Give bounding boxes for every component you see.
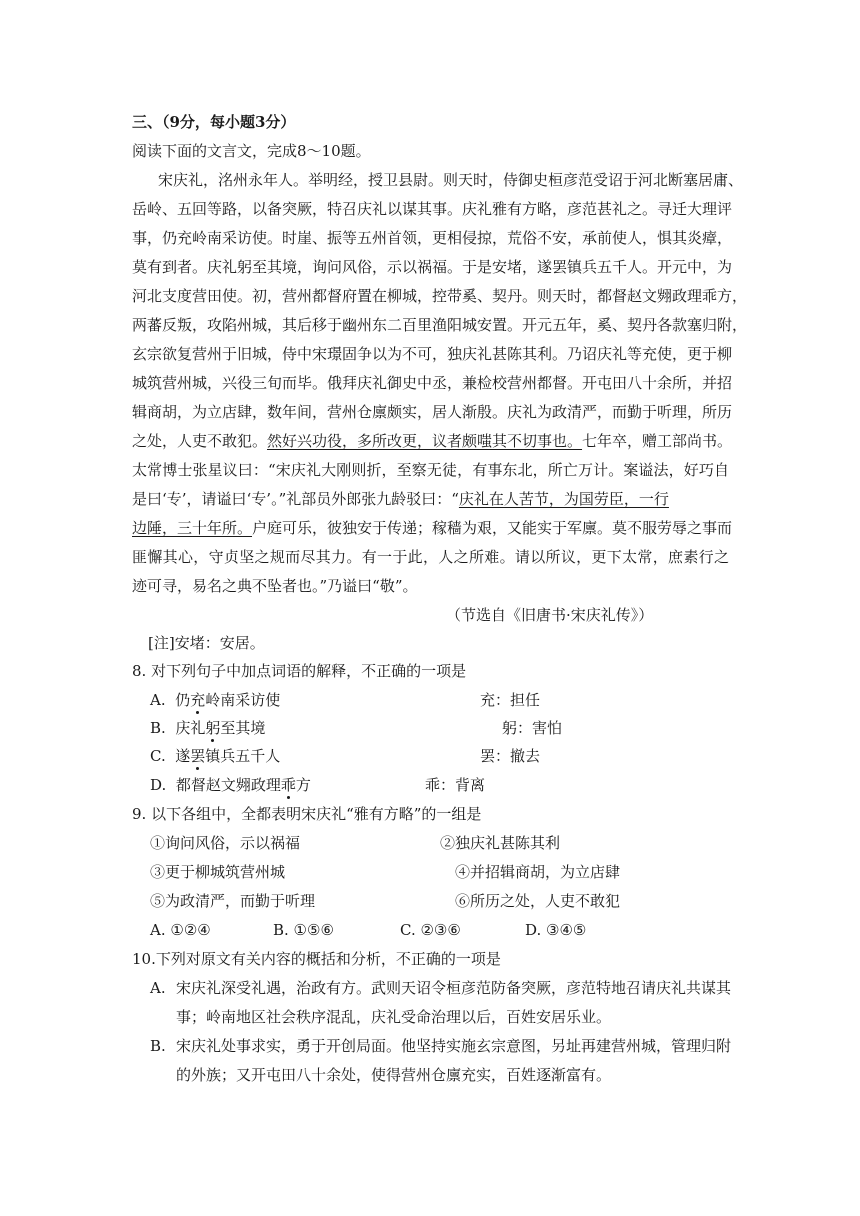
choice-item: ③更于柳城筑营州城 bbox=[150, 863, 286, 881]
option-text: 镇兵五千人 bbox=[205, 747, 281, 765]
question-stem: 10.下列对原文有关内容的概括和分析，不正确的一项是 bbox=[132, 950, 501, 968]
option-text: 岭南采访使 bbox=[205, 691, 281, 709]
option-text: 仍 bbox=[175, 691, 191, 709]
passage-line: 宋庆礼，洺州永年人。举明经，授卫县尉。则天时，侍御史桓彦范受诏于河北断塞居庸、 bbox=[158, 171, 744, 189]
option-label: B. bbox=[150, 1037, 166, 1055]
section-heading: 三、（9分，每小题3分） bbox=[132, 113, 296, 131]
option-label: A. bbox=[150, 979, 166, 997]
option-text: 遂 bbox=[175, 747, 191, 765]
option-label: D. bbox=[150, 776, 167, 794]
choice-item: ①询问风俗，示以祸福 bbox=[150, 834, 301, 852]
option-a: A. ①②④ bbox=[150, 921, 211, 939]
option-d bbox=[150, 774, 311, 796]
question-stem: 9. 以下各组中，全都表明宋庆礼“雅有方略”的一组是 bbox=[132, 805, 482, 823]
option-a bbox=[150, 689, 280, 711]
choice-item: ④并招辑商胡，为立店肆 bbox=[455, 863, 621, 881]
underlined-sentence: 然好兴功役，多所改更，议者颇嗤其不切事也。 bbox=[267, 432, 583, 450]
passage-line: 河北支度营田使。初，营州都督府置在柳城，控带奚、契丹。则天时，都督赵文翙政理乖方， bbox=[132, 287, 748, 305]
passage-line: 匪懈其心，守贞坚之规而尽其力。有一于此，人之所难。请以所议，更下太常，庶素行之 bbox=[132, 548, 729, 566]
option-label: C. bbox=[150, 747, 166, 765]
passage-line: 迹可寻，易名之典不坠者也。”乃谥曰“敬”。 bbox=[132, 577, 418, 595]
option-b-text: 宋庆礼处事求实，勇于开创局面。他坚持实施玄宗意图，另址再建营州城，管理归附 bbox=[176, 1037, 732, 1055]
option-b: B. ①⑤⑥ bbox=[273, 921, 334, 939]
option-text: 至其境 bbox=[220, 719, 266, 737]
option-label: A. bbox=[150, 691, 166, 709]
option-label: B. bbox=[150, 719, 166, 737]
option-b-text: 的外族；又开屯田八十余处，使得营州仓廪充实，百姓逐渐富有。 bbox=[176, 1066, 612, 1084]
option-text: 方 bbox=[295, 776, 311, 794]
dotted-word: 躬 bbox=[205, 719, 221, 737]
annotation-note: [注]安堵：安居。 bbox=[148, 634, 265, 652]
choice-item: ⑥所历之处，人吏不敢犯 bbox=[455, 892, 621, 910]
passage-line: 太常博士张星议曰：“宋庆礼大刚则折，至察无徒，有事东北，所亡万计。案谥法，好巧自 bbox=[132, 461, 729, 479]
passage-source: （节选自《旧唐书·宋庆礼传》） bbox=[446, 606, 654, 624]
passage-line: 玄宗欲复营州于旧城，侍中宋璟固争以为不可，独庆礼甚陈其利。乃诏庆礼等充使，更于柳 bbox=[132, 345, 733, 363]
question-stem: 8. 对下列句子中加点词语的解释，不正确的一项是 bbox=[132, 662, 467, 680]
option-c: C. ②③⑥ bbox=[400, 921, 461, 939]
passage-line: 辑商胡，为立店肆，数年间，营州仓廪颇实，居人渐殷。庆礼为政清严，而勤于听理，所历 bbox=[132, 403, 733, 421]
dotted-word: 罢 bbox=[190, 747, 206, 765]
dotted-word: 充 bbox=[190, 691, 206, 709]
passage-line bbox=[132, 488, 669, 510]
option-d: D. ③④⑤ bbox=[525, 921, 587, 939]
passage-text: 户庭可乐，彼独安于传递；稼穑为艰，又能实于军廪。莫不服劳辱之事而 bbox=[252, 519, 733, 537]
option-text: 都督赵文翙政理 bbox=[175, 776, 281, 794]
passage-line: 城筑营州城，兴役三旬而毕。俄拜庆礼御史中丞，兼检校营州都督。开屯田八十余所，并招 bbox=[132, 374, 733, 392]
passage-line: 两蕃反叛，攻陷州城，其后移于幽州东二百里渔阳城安置。开元五年，奚、契丹各款塞归附， bbox=[132, 316, 748, 334]
underlined-sentence: 边陲，三十年所。 bbox=[132, 519, 253, 537]
passage-line: 事，仍充岭南采访使。时崖、振等五州首领，更相侵掠，荒俗不安，承前使人，惧其炎瘴， bbox=[132, 229, 733, 247]
passage-line bbox=[132, 430, 732, 452]
option-a-text: 事；岭南地区社会秩序混乱，庆礼受命治理以后，百姓安居乐业。 bbox=[176, 1008, 612, 1026]
dotted-word: 乖 bbox=[280, 776, 296, 794]
option-b bbox=[150, 717, 265, 739]
underlined-sentence: 庆礼在人苦节，为国劳臣，一行 bbox=[458, 490, 669, 508]
option-d-gloss: 乖：背离 bbox=[425, 776, 486, 794]
passage-line: 岳岭、五回等路，以备突厥，特召庆礼以谋其事。庆礼雅有方略，彦范甚礼之。寻迁大理评 bbox=[132, 200, 733, 218]
passage-line: 莫有到者。庆礼躬至其境，询问风俗，示以祸福。于是安堵，遂罢镇兵五千人。开元中，为 bbox=[132, 258, 733, 276]
option-a-text: 宋庆礼深受礼遇，治政有方。武则天诏令桓彦范防备突厥，彦范特地召请庆礼共谋其 bbox=[176, 979, 732, 997]
section-instruction: 阅读下面的文言文，完成8～10题。 bbox=[132, 142, 371, 160]
option-b-gloss: 躬：害怕 bbox=[502, 719, 563, 737]
option-text: 庆礼 bbox=[175, 719, 206, 737]
option-c-gloss: 罢：撤去 bbox=[480, 747, 541, 765]
option-a-gloss: 充：担任 bbox=[480, 691, 541, 709]
option-c bbox=[150, 745, 280, 767]
choice-item: ⑤为政清严，而勤于听理 bbox=[150, 892, 316, 910]
passage-text: 之处，人吏不敢犯。 bbox=[132, 432, 268, 450]
choice-item: ②独庆礼甚陈其利 bbox=[440, 834, 561, 852]
passage-text: 七年卒，赠工部尚书。 bbox=[582, 432, 733, 450]
passage-line bbox=[132, 517, 732, 539]
passage-text: 是曰‘专’，请谥曰‘专’。”礼部员外郎张九龄驳曰：“ bbox=[132, 490, 459, 508]
